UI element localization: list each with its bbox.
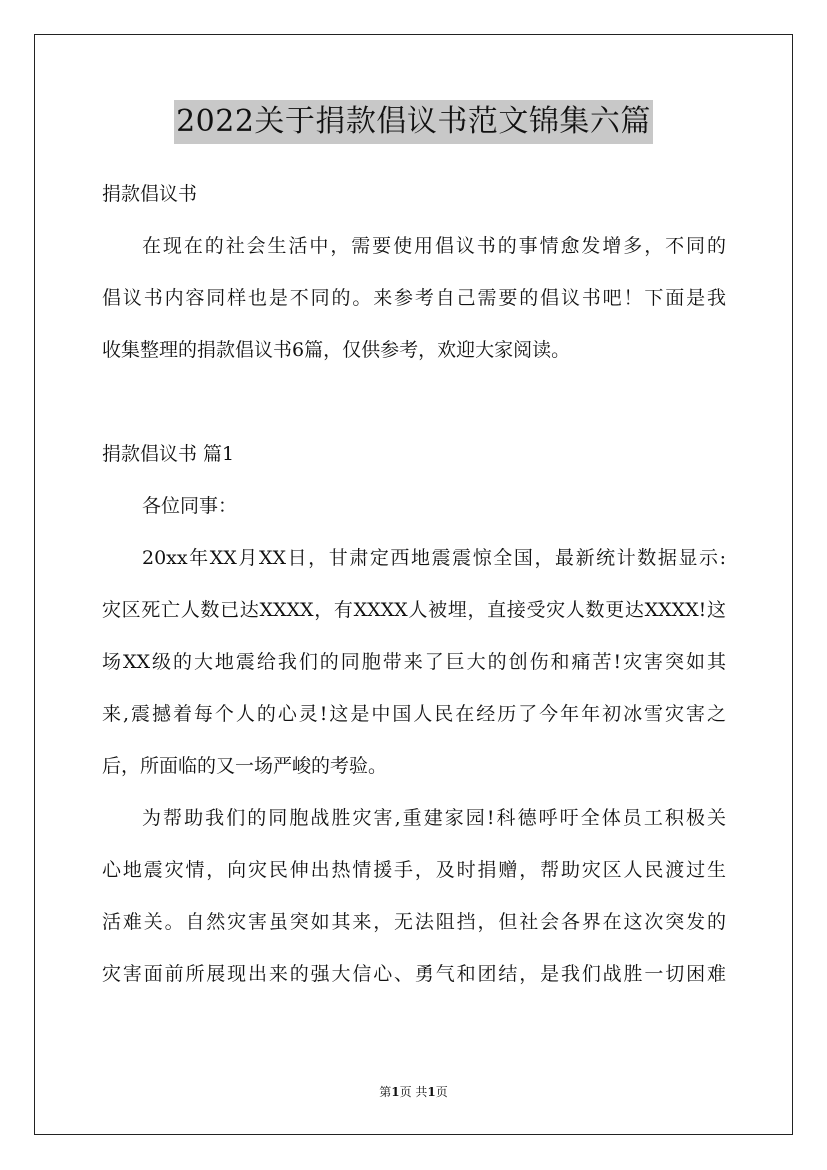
title-container xyxy=(0,100,827,144)
footer-total-pages: 1 xyxy=(427,1085,436,1099)
intro-line-1: 在现在的社会生活中，需要使用倡议书的事情愈发增多，不同的 xyxy=(142,235,726,257)
spacer xyxy=(102,376,726,428)
para2-line-4: 灾害面前所展现出来的强大信心、勇气和团结，是我们战胜一切困难 xyxy=(102,963,726,985)
para2-line-2: 心地震灾情，向灾民伸出热情援手，及时捐赠，帮助灾区人民渡过生 xyxy=(102,859,726,881)
document-title: 2022关于捐款倡议书范文锦集六篇 xyxy=(174,100,653,144)
para2-line-3: 活难关。自然灾害虽突如其来，无法阻挡，但社会各界在这次突发的 xyxy=(102,911,726,933)
footer-current-page: 1 xyxy=(391,1085,400,1099)
footer-prefix: 第 xyxy=(379,1085,392,1099)
para1-line-5: 后，所面临的又一场严峻的考验。 xyxy=(102,755,388,777)
para1-line-1: 20xx年XX月XX日，甘肃定西地震震惊全国，最新统计数据显示: xyxy=(142,547,726,569)
footer-suffix: 页 xyxy=(435,1085,448,1099)
para2-line-1: 为帮助我们的同胞战胜灾害,重建家园!科德呼吁全体员工积极关 xyxy=(142,807,726,829)
intro-line-2: 倡议书内容同样也是不同的。来参考自己需要的倡议书吧！下面是我 xyxy=(102,287,726,309)
document-body xyxy=(102,168,726,1000)
para1-line-2: 灾区死亡人数已达XXXX，有XXXX人被埋，直接受灾人数更达XXXX!这 xyxy=(102,599,726,621)
article1-heading: 捐款倡议书 篇1 xyxy=(102,443,235,465)
para1-line-4: 来,震撼着每个人的心灵!这是中国人民在经历了今年年初冰雪灾害之 xyxy=(102,703,726,725)
greeting: 各位同事： xyxy=(142,495,238,517)
intro-line-3: 收集整理的捐款倡议书6篇，仅供参考，欢迎大家阅读。 xyxy=(102,339,571,361)
footer-mid: 页 共 xyxy=(399,1085,428,1099)
intro-heading: 捐款倡议书 xyxy=(102,183,198,205)
page-footer xyxy=(0,1084,827,1100)
para1-line-3: 场XX级的大地震给我们的同胞带来了巨大的创伤和痛苦!灾害突如其 xyxy=(102,651,726,673)
